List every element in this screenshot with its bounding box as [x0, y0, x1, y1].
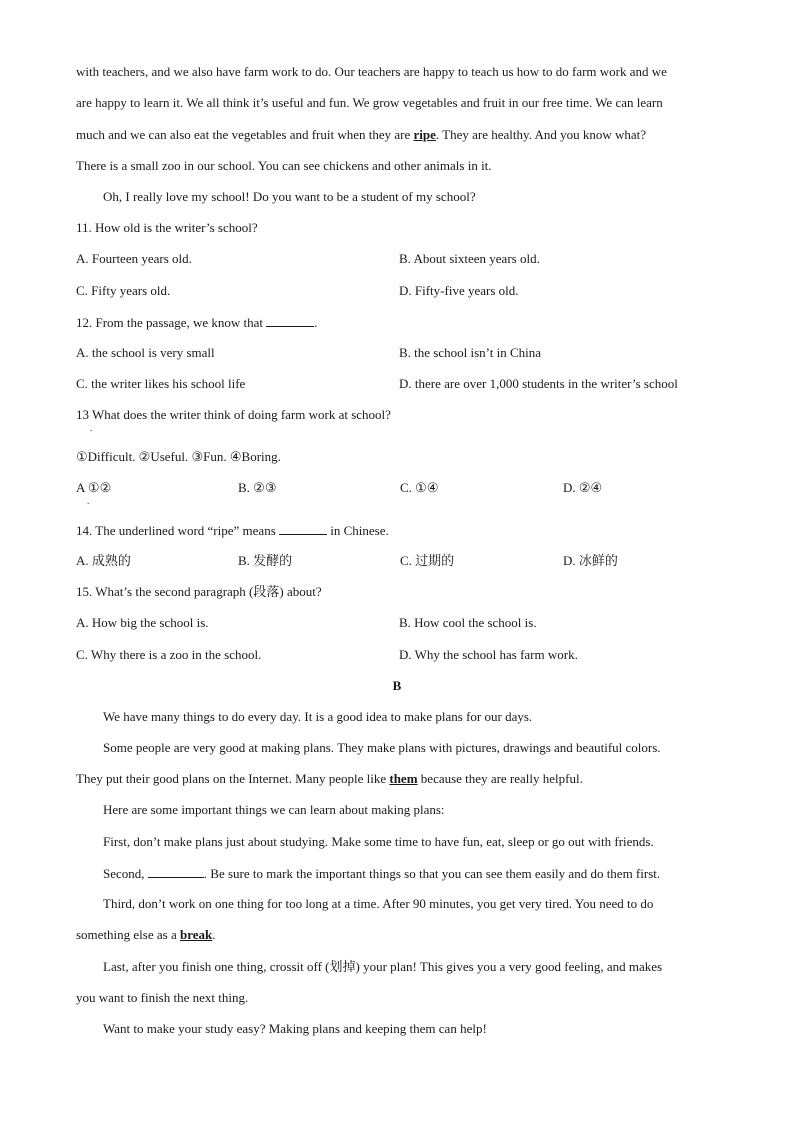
underlined-word-them: them	[389, 771, 418, 786]
q15-option-a: A. How big the school is.	[76, 615, 209, 630]
section-heading-b: B	[392, 678, 402, 693]
passage-a-line-3-text: much and we can also eat the vegetables and fruit when they are	[76, 127, 414, 142]
passage-a-line-1: with teachers, and we also have farm work to do. Our teachers are happy to teach us how to do farm work and we	[76, 64, 667, 79]
q13-option-c: C. ①④	[400, 480, 439, 495]
q14-stem-post: in Chinese.	[330, 523, 389, 538]
passage-b-p3: Here are some important things we can learn about making plans:	[103, 802, 445, 817]
passage-b-p1: We have many things to do every day. It is a good idea to make plans for our days.	[103, 709, 533, 724]
q14-option-d: D. 冰鲜的	[563, 553, 618, 568]
q15-option-c: C. Why there is a zoo in the school.	[76, 647, 262, 662]
p2-line2-pre: They put their good plans on the Internet. Many people like	[76, 771, 390, 786]
q12-option-d: D. there are over 1,000 students in the writer’s school	[399, 376, 678, 391]
answer-blank	[148, 865, 204, 878]
q11-option-d: D. Fifty-five years old.	[399, 283, 519, 298]
passage-b-p8: Want to make your study easy? Making plans and keeping them can help!	[103, 1021, 487, 1036]
q14-stem-pre: 14. The underlined word “ripe” means	[76, 523, 276, 538]
p6-line2-pre: something else as a	[76, 927, 180, 942]
answer-blank	[266, 314, 314, 327]
p5-pre: Second,	[103, 866, 148, 881]
question-12-stem	[76, 314, 318, 331]
underlined-word-ripe: ripe	[413, 127, 436, 142]
stray-dot: .	[87, 496, 90, 506]
q12-stem-text: 12. From the passage, we know that	[76, 315, 264, 330]
passage-a-line-3-rest: . They are healthy. And you know what?	[435, 127, 647, 142]
question-15-stem: 15. What’s the second paragraph (段落) about?	[76, 584, 322, 599]
q13-option-a: A ①②	[76, 480, 112, 495]
passage-a-line-4: There is a small zoo in our school. You can see chickens and other animals in it.	[76, 158, 492, 173]
q12-option-c: C. the writer likes his school life	[76, 376, 246, 391]
q15-option-b: B. How cool the school is.	[399, 615, 537, 630]
q11-option-c: C. Fifty years old.	[76, 283, 171, 298]
q14-option-a: A. 成熟的	[76, 553, 131, 568]
passage-b-p7-line1: Last, after you finish one thing, crossit off (划掉) your plan! This gives you a very good feeling, and makes	[103, 959, 663, 974]
q11-option-a: A. Fourteen years old.	[76, 251, 192, 266]
question-11-stem: 11. How old is the writer’s school?	[76, 220, 258, 235]
q12-option-a: A. the school is very small	[76, 345, 215, 360]
stray-dot: .	[90, 423, 93, 433]
q12-option-b: B. the school isn’t in China	[399, 345, 542, 360]
answer-blank	[279, 522, 327, 535]
q14-option-c: C. 过期的	[400, 553, 455, 568]
q13-option-b: B. ②③	[238, 480, 277, 495]
q15-option-d: D. Why the school has farm work.	[399, 647, 578, 662]
q11-option-b: B. About sixteen years old.	[399, 251, 540, 266]
passage-a-closing: Oh, I really love my school! Do you want to be a student of my school?	[103, 189, 476, 204]
p2-line2-post: because they are really helpful.	[417, 771, 583, 786]
q13-option-d: D. ②④	[563, 480, 603, 495]
q12-stem-end: .	[314, 315, 318, 330]
q14-option-b: B. 发酵的	[238, 553, 293, 568]
question-13-stem: 13 What does the writer think of doing farm work at school?	[76, 407, 391, 422]
passage-b-p6-line1: Third, don’t work on one thing for too long at a time. After 90 minutes, you get very tired. You need to do	[103, 896, 654, 911]
passage-b-p4: First, don’t make plans just about studying. Make some time to have fun, eat, sleep or go out with friends.	[103, 834, 654, 849]
question-14-stem	[76, 522, 389, 539]
passage-a-line-2: are happy to learn it. We all think it’s useful and fun. We grow vegetables and fruit in our free time. We can learn	[76, 95, 663, 110]
passage-a-line-3	[76, 127, 646, 143]
p5-post: . Be sure to mark the important things so that you can see them easily and do them first.	[203, 866, 661, 881]
passage-b-p5	[103, 865, 660, 882]
passage-b-p2-line1: Some people are very good at making plans. They make plans with pictures, drawings and beautiful colors.	[103, 740, 661, 755]
passage-b-p6-line2	[76, 927, 216, 943]
passage-b-p7-line2: you want to finish the next thing.	[76, 990, 249, 1005]
passage-b-p2-line2	[76, 771, 583, 787]
p6-line2-post: .	[212, 927, 216, 942]
q13-choices: ①Difficult. ②Useful. ③Fun. ④Boring.	[76, 449, 281, 464]
underlined-word-break: break	[179, 927, 213, 942]
